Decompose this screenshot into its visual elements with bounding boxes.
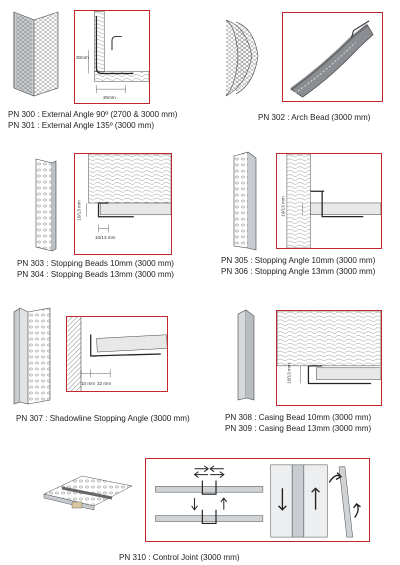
dimension-label: 30mm: [76, 55, 89, 60]
dimension-label: 10 mm: [81, 381, 96, 386]
caption-pn300: PN 300 : External Angle 90º (2700 & 3000 mm): [8, 110, 178, 119]
caption-pn308: PN 308 : Casing Bead 10mm (3000 mm): [225, 413, 372, 422]
dimension-label: 30mm: [103, 95, 116, 100]
arch-bead-product-image: [222, 16, 262, 100]
dimension-label: 10/13 mm: [95, 235, 116, 240]
stopping-angle-product-image: [228, 150, 260, 252]
external-angle-product-image: [8, 8, 65, 100]
dimension-label: 10/13 mm: [76, 200, 82, 221]
caption-pn305: PN 305 : Stopping Angle 10mm (3000 mm): [221, 256, 376, 265]
casing-bead-product-image: [232, 308, 266, 402]
caption-pn309: PN 309 : Casing Bead 13mm (3000 mm): [225, 424, 372, 433]
casing-bead-detail-diagram: [276, 310, 382, 406]
control-joint-detail-diagram: [145, 458, 370, 542]
dimension-label: 10/13 mm: [280, 196, 286, 217]
external-angle-detail-diagram: [74, 10, 150, 104]
caption-pn307: PN 307 : Shadowline Stopping Angle (3000 mm): [16, 414, 190, 423]
dimension-label: 32 mm: [97, 381, 112, 386]
arch-bead-detail-diagram: [282, 12, 383, 102]
caption-pn306: PN 306 : Stopping Angle 13mm (3000 mm): [221, 267, 376, 276]
caption-pn303: PN 303 : Stopping Beads 10mm (3000 mm): [17, 259, 175, 268]
stopping-bead-detail-diagram: [74, 153, 172, 255]
caption-pn310: PN 310 : Control Joint (3000 mm): [119, 553, 240, 562]
control-joint-product-image: [42, 472, 134, 512]
caption-pn302: PN 302 : Arch Bead (3000 mm): [258, 113, 371, 122]
caption-pn301: PN 301 : External Angle 135º (3000 mm): [8, 121, 155, 130]
stopping-bead-product-image: [30, 155, 60, 255]
stopping-angle-detail-diagram: [276, 153, 382, 249]
dimension-label: 10/13 mm: [286, 363, 292, 384]
caption-pn304: PN 304 : Stopping Beads 13mm (3000 mm): [17, 270, 175, 279]
shadowline-stopping-angle-detail-diagram: [66, 316, 168, 392]
shadowline-stopping-angle-product-image: [10, 306, 60, 406]
